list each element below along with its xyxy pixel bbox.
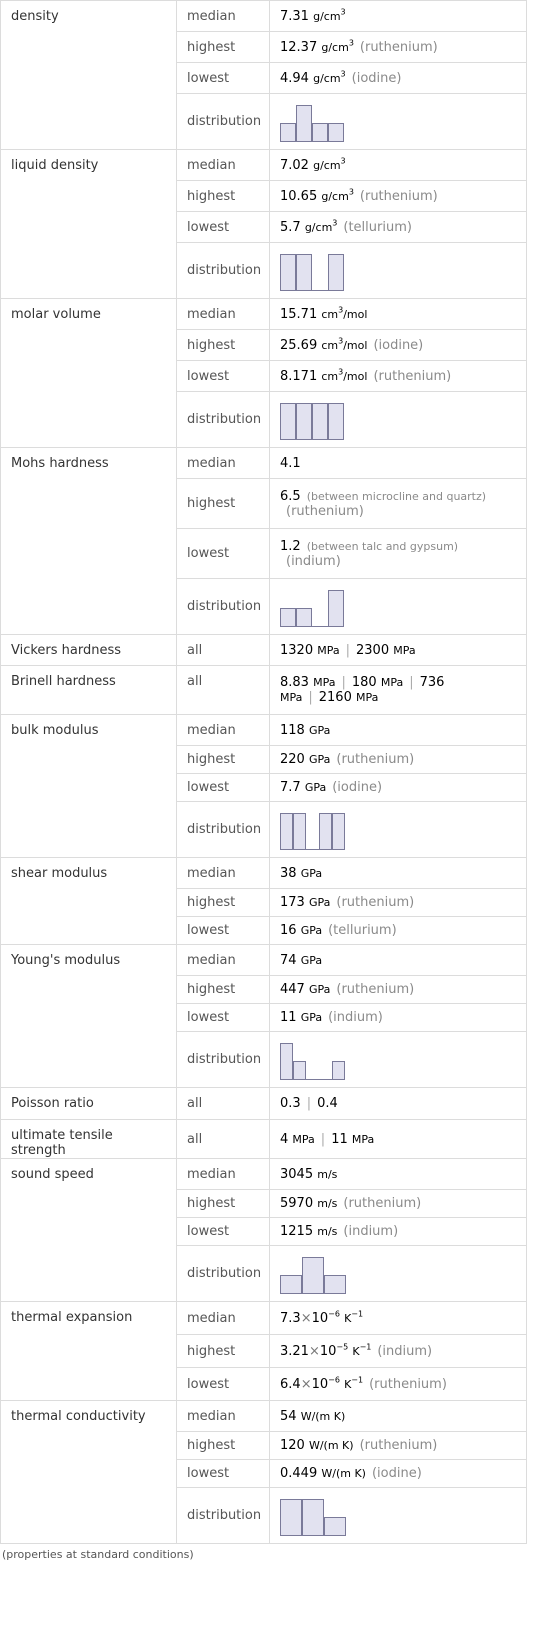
value-cell: 1215 m/s (indium)	[270, 1218, 527, 1246]
histogram-bar	[302, 1257, 324, 1294]
value-cell: 7.31 $g/cm^3$	[270, 1, 527, 32]
row-label: median	[177, 1401, 270, 1432]
row-label: all	[177, 1088, 270, 1120]
distribution-histogram	[270, 1246, 527, 1302]
distribution-histogram	[270, 94, 527, 150]
distribution-histogram	[270, 392, 527, 448]
value-cell: 6.5 (between microcline and quartz) (ruthenium)	[270, 479, 527, 529]
property-name: ultimate tensile strength	[1, 1120, 177, 1159]
value-cell: 8.171 $cm^3$/mol (ruthenium)	[270, 361, 527, 392]
histogram-bar	[306, 849, 319, 850]
histogram-bar	[312, 290, 328, 291]
histogram-bar	[280, 1043, 293, 1080]
row-label: distribution	[177, 1032, 270, 1088]
value-cell: 5970 m/s (ruthenium)	[270, 1190, 527, 1218]
distribution-histogram	[270, 1032, 527, 1088]
property-name: Young's modulus	[1, 945, 177, 1088]
property-name: shear modulus	[1, 858, 177, 945]
row-label: lowest	[177, 212, 270, 243]
table-row	[1, 1401, 527, 1432]
value-cell: 3045 m/s	[270, 1159, 527, 1190]
table-row	[1, 1088, 527, 1120]
row-label: highest	[177, 889, 270, 917]
table-row	[1, 1, 527, 32]
histogram-bar	[296, 105, 312, 142]
row-label: highest	[177, 181, 270, 212]
row-label: lowest	[177, 63, 270, 94]
value-cell: 4 MPa | 11 MPa	[270, 1120, 527, 1159]
distribution-histogram	[270, 1488, 527, 1544]
histogram-bar	[280, 608, 296, 627]
histogram-bar	[293, 813, 306, 850]
value-cell: 120 W/(m K) (ruthenium)	[270, 1432, 527, 1460]
value-cell: 4.94 $g/cm^3$ (iodine)	[270, 63, 527, 94]
value-cell: 7.02 $g/cm^3$	[270, 150, 527, 181]
row-label: lowest	[177, 1368, 270, 1401]
value-cell: 10.65 $g/cm^3$ (ruthenium)	[270, 181, 527, 212]
property-name: liquid density	[1, 150, 177, 299]
value-cell: 4.1	[270, 448, 527, 479]
value-cell: 173 GPa (ruthenium)	[270, 889, 527, 917]
table-row	[1, 635, 527, 666]
property-name: Brinell hardness	[1, 666, 177, 715]
value-cell: $6.4\times 10^{-6}$ $K^{-1}$ (ruthenium)	[270, 1368, 527, 1401]
property-name: thermal expansion	[1, 1302, 177, 1401]
table-row	[1, 1120, 527, 1159]
property-name: bulk modulus	[1, 715, 177, 858]
histogram-bar	[293, 1061, 306, 1080]
value-cell: $3.21\times 10^{-5}$ $K^{-1}$ (indium)	[270, 1335, 527, 1368]
table-row	[1, 858, 527, 889]
table-row	[1, 299, 527, 330]
histogram-bar	[312, 403, 328, 440]
row-label: median	[177, 858, 270, 889]
row-label: all	[177, 635, 270, 666]
row-label: highest	[177, 32, 270, 63]
row-label: median	[177, 945, 270, 976]
row-label: median	[177, 150, 270, 181]
row-label: median	[177, 1, 270, 32]
row-label: lowest	[177, 1218, 270, 1246]
histogram-bar	[280, 403, 296, 440]
property-name: thermal conductivity	[1, 1401, 177, 1544]
row-label: median	[177, 299, 270, 330]
row-label: median	[177, 1302, 270, 1335]
table-row	[1, 1159, 527, 1190]
distribution-histogram	[270, 802, 527, 858]
histogram-bar	[324, 1275, 346, 1294]
histogram-bar	[280, 1499, 302, 1536]
histogram-bar	[328, 590, 344, 627]
value-cell: 1320 MPa | 2300 MPa	[270, 635, 527, 666]
row-label: highest	[177, 1335, 270, 1368]
histogram-bar	[302, 1499, 324, 1536]
value-cell: $7.3\times 10^{-6}$ $K^{-1}$	[270, 1302, 527, 1335]
property-name: Poisson ratio	[1, 1088, 177, 1120]
value-cell: 12.37 $g/cm^3$ (ruthenium)	[270, 32, 527, 63]
value-cell: 25.69 $cm^3$/mol (iodine)	[270, 330, 527, 361]
table-row	[1, 715, 527, 746]
histogram-bar	[296, 254, 312, 291]
histogram-bar	[332, 813, 345, 850]
row-label: highest	[177, 976, 270, 1004]
row-label: lowest	[177, 1004, 270, 1032]
row-label: all	[177, 666, 270, 715]
histogram-bar	[328, 254, 344, 291]
value-cell: 38 GPa	[270, 858, 527, 889]
property-name: Vickers hardness	[1, 635, 177, 666]
row-label: highest	[177, 479, 270, 529]
value-cell: 54 W/(m K)	[270, 1401, 527, 1432]
distribution-histogram	[270, 243, 527, 299]
row-label: distribution	[177, 243, 270, 299]
value-cell: 1.2 (between talc and gypsum) (indium)	[270, 529, 527, 579]
property-name: sound speed	[1, 1159, 177, 1302]
value-cell: 118 GPa	[270, 715, 527, 746]
histogram-bar	[280, 1275, 302, 1294]
value-cell: 7.7 GPa (iodine)	[270, 774, 527, 802]
value-cell: 220 GPa (ruthenium)	[270, 746, 527, 774]
histogram-bar	[328, 403, 344, 440]
row-label: all	[177, 1120, 270, 1159]
histogram-bar	[280, 123, 296, 142]
value-cell: 15.71 $cm^3$/mol	[270, 299, 527, 330]
value-cell: 0.449 W/(m K) (iodine)	[270, 1460, 527, 1488]
value-cell: 5.7 $g/cm^3$ (tellurium)	[270, 212, 527, 243]
row-label: lowest	[177, 361, 270, 392]
property-name: density	[1, 1, 177, 150]
footnote: (properties at standard conditions)	[2, 1548, 194, 1561]
row-label: distribution	[177, 392, 270, 448]
row-label: highest	[177, 330, 270, 361]
histogram-bar	[319, 1079, 332, 1080]
row-label: median	[177, 448, 270, 479]
row-label: distribution	[177, 1246, 270, 1302]
histogram-bar	[328, 123, 344, 142]
value-cell: 0.3 | 0.4	[270, 1088, 527, 1120]
histogram-bar	[332, 1061, 345, 1080]
histogram-bar	[296, 403, 312, 440]
row-label: lowest	[177, 1460, 270, 1488]
histogram-bar	[296, 608, 312, 627]
value-cell: 11 GPa (indium)	[270, 1004, 527, 1032]
row-label: highest	[177, 746, 270, 774]
row-label: lowest	[177, 917, 270, 945]
row-label: lowest	[177, 529, 270, 579]
distribution-histogram	[270, 579, 527, 635]
histogram-bar	[280, 813, 293, 850]
row-label: median	[177, 1159, 270, 1190]
table-row	[1, 1302, 527, 1335]
property-name: molar volume	[1, 299, 177, 448]
row-label: distribution	[177, 802, 270, 858]
histogram-bar	[324, 1517, 346, 1536]
histogram-bar	[312, 123, 328, 142]
value-cell: 74 GPa	[270, 945, 527, 976]
value-cell: 8.83 MPa | 180 MPa | 736 MPa | 2160 MPa	[270, 666, 527, 715]
table-row	[1, 150, 527, 181]
row-label: median	[177, 715, 270, 746]
histogram-bar	[280, 254, 296, 291]
value-cell: 447 GPa (ruthenium)	[270, 976, 527, 1004]
row-label: distribution	[177, 579, 270, 635]
property-name: Mohs hardness	[1, 448, 177, 635]
table-row	[1, 666, 527, 715]
value-cell: 16 GPa (tellurium)	[270, 917, 527, 945]
row-label: distribution	[177, 94, 270, 150]
table-row	[1, 448, 527, 479]
row-label: lowest	[177, 774, 270, 802]
row-label: highest	[177, 1190, 270, 1218]
table-row	[1, 945, 527, 976]
row-label: distribution	[177, 1488, 270, 1544]
histogram-bar	[306, 1079, 319, 1080]
histogram-bar	[312, 626, 328, 627]
row-label: highest	[177, 1432, 270, 1460]
histogram-bar	[319, 813, 332, 850]
